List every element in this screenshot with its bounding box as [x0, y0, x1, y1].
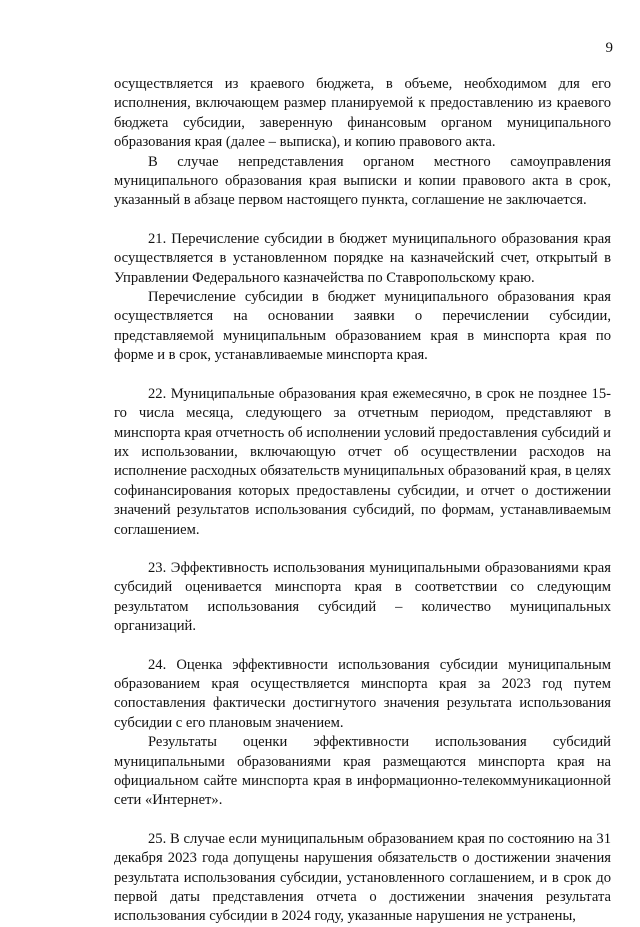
- paragraph-23: 23. Эффективность использования муниципальными образованиями края субсидий оценивается минспорта края в соответствии со следующим результатом использования субсидий – количество муниципальных организаций.: [114, 559, 611, 635]
- paragraph-25: 25. В случае если муниципальным образованием края по состоянию на 31 декабря 2023 года допущены нарушения обязательств о достижении значения результата использования субсидии, установленного соглашением, и в срок до первой даты представления отчета о достижении значения результата использования субсидии в 2024 году, указанные нарушения не устранены,: [114, 830, 611, 925]
- paragraph-20-part-2: В случае непредставления органом местного самоуправления муниципального образования края выписки и копии правового акта в срок, указанный в абзаце первом настоящего пункта, соглашение не заключается.: [114, 153, 611, 209]
- page-number: 9: [605, 40, 613, 56]
- paragraph-21-part-2: Перечисление субсидии в бюджет муниципального образования края осуществляется на основании заявки о перечислении субсидии, представляемой муниципальным образованием края в минспорта края по форме и в срок, устанавливаемые минспорта края.: [114, 289, 611, 364]
- paragraph-24: 24. Оценка эффективности использования субсидии муниципальным образованием края осуществляется минспорта края за 2023 год путем сопоставления фактически достигнутого значения результата использования субсидии с его плановым значением.: [114, 656, 611, 731]
- paragraph-24-part-2: Результаты оценки эффективности использования субсидий муниципальными образованиями края размещаются минспорта края на официальном сайте минспорта края в информационно-телекоммуникационной сети «Интернет».: [114, 734, 611, 809]
- paragraph-22: 22. Муниципальные образования края ежемесячно, в срок не позднее 15-го числа месяца, следующего за отчетным периодом, представляют в минспорта края отчетность об исполнении условий предоставления субсидий и их использовании, включающую отчет об осуществлении расходов на исполнение расходных обязательств муниципальных образований края, в целях софинансирования которых предоставлены субсидии, и отчет о достижении значений результатов использования субсидий, по формам, устанавливаемым соглашением.: [114, 385, 611, 538]
- document-body: [114, 75, 611, 927]
- paragraph-21: 21. Перечисление субсидии в бюджет муниципального образования края осуществляется в установленном порядке на казначейский счет, открытый в Управлении Федерального казначейства по Ставропольскому краю.: [114, 230, 611, 286]
- paragraph-continuation: осуществляется из краевого бюджета, в объеме, необходимом для его исполнения, включающем размер планируемой к предоставлению из краевого бюджета субсидии, заверенную финансовым органом муниципального образования края (далее – выписка), и копию правового акта.: [114, 76, 611, 151]
